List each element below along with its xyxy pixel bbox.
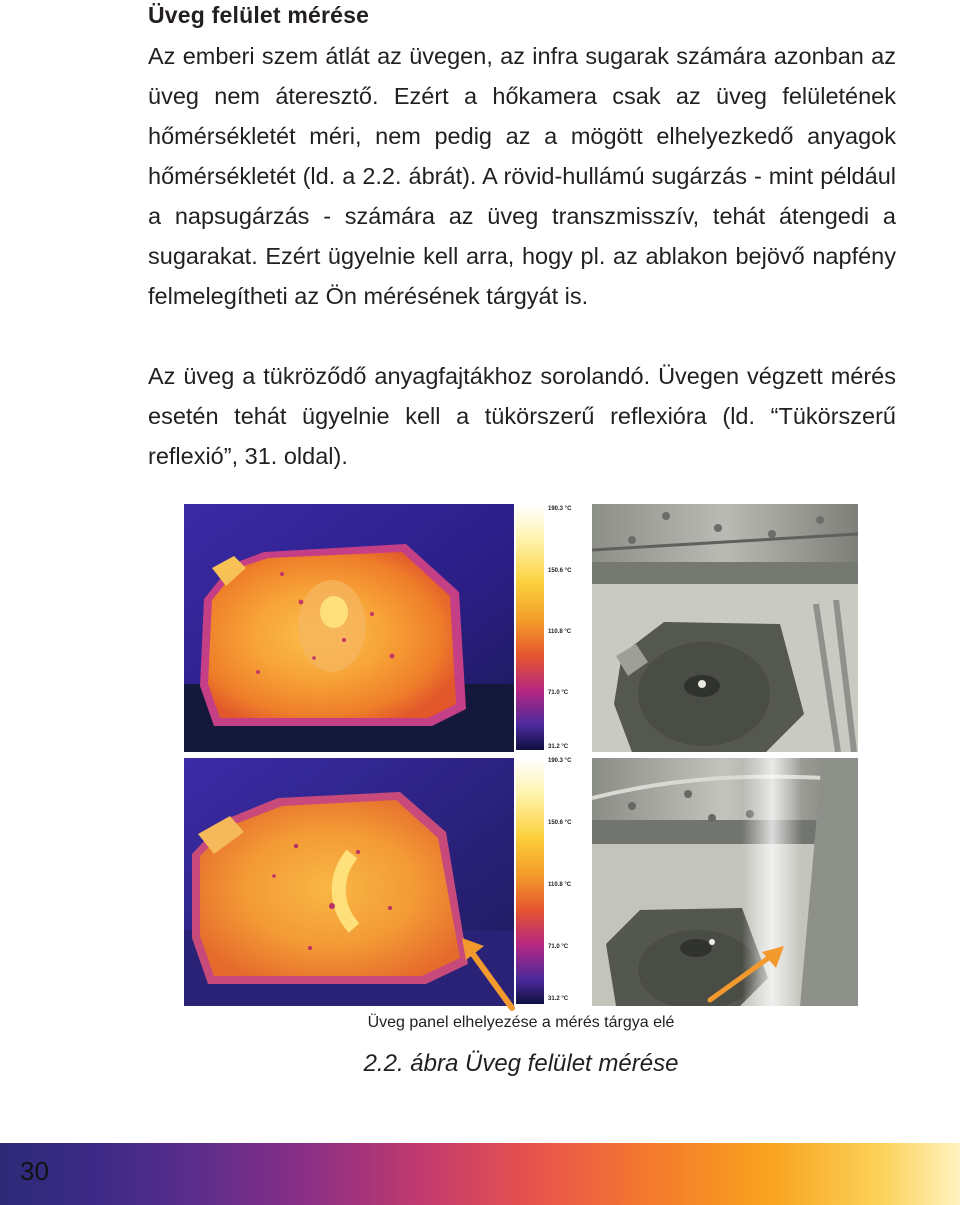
scale-label: 71.0 °C — [548, 944, 569, 950]
scale-label: 31.2 °C — [548, 996, 569, 1002]
footer-band — [0, 1143, 960, 1205]
scale-labels-bottom — [548, 758, 588, 1004]
arrow-up-right-icon — [704, 940, 788, 1006]
scale-labels-top — [548, 504, 588, 750]
scale-label: 190.3 °C — [548, 506, 572, 512]
section-heading: Üveg felület mérése — [148, 2, 370, 28]
scale-label: 71.0 °C — [548, 690, 569, 696]
temperature-scale-bottom — [516, 758, 544, 1004]
paragraph-reflection: Az üveg a tükröződő anyagfajtákhoz sorolandó. Üvegen végzett mérés esetén tehát ügyelnie kell a tükörszerű reflexióra (ld. “Tükörszerű reflexió”, 31. oldal). — [148, 363, 896, 469]
paragraph-intro: Az emberi szem átlát az üvegen, az infra sugarak számára azonban az üveg nem áteresztő. Ezért a hőkamera csak az üveg felületének hőmérsékletét méri, nem pedig az a mögött elhelyezkedő anyagok hőmérsékletét (ld. a 2.2. ábrát). A rövid-hullámú sugárzás - mint például a napsugárzás - számára az üveg transzmisszív, tehát átengedi a sugarakat. Ezért ügyelnie kell arra, hogy pl. az ablakon bejövő napfény felmelegítheti az Ön mérésének tárgyát is. — [148, 43, 896, 309]
photo-top — [592, 504, 858, 752]
scale-label: 110.8 °C — [548, 629, 572, 635]
scale-label: 150.6 °C — [548, 820, 572, 826]
scale-label: 150.6 °C — [548, 568, 572, 574]
arrow-up-left-icon — [458, 934, 518, 1014]
thermal-image-top — [184, 504, 514, 752]
scale-label: 110.8 °C — [548, 882, 572, 888]
page-number: 30 — [20, 1156, 49, 1186]
figure-subcaption: Üveg panel elhelyezése a mérés tárgya elé — [367, 1014, 675, 1031]
scale-label: 190.3 °C — [548, 758, 572, 764]
figure-caption: 2.2. ábra Üveg felület mérése — [363, 1050, 679, 1077]
scale-label: 31.2 °C — [548, 744, 569, 750]
temperature-scale-top — [516, 504, 544, 750]
